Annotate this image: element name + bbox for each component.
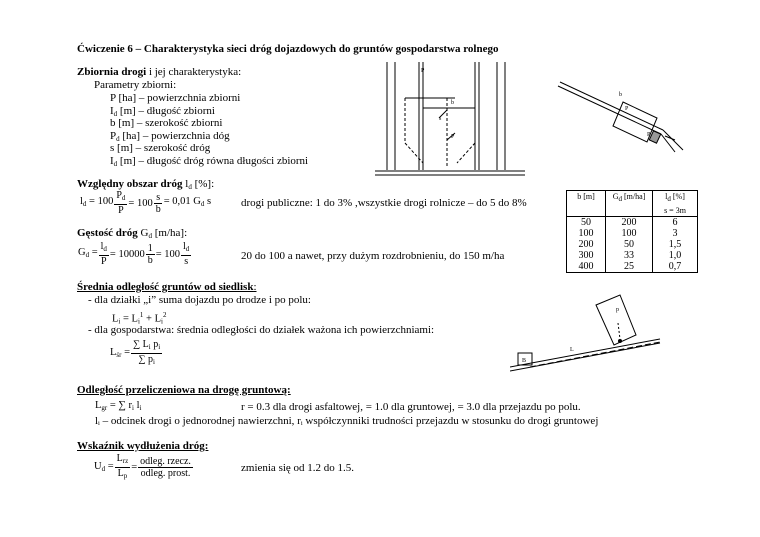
label-l: L [570,347,574,353]
table-header-ld: $l_d$ [%] s = 3m [653,191,698,217]
param-ld: $I_d$ [m] – długość zbiorni [110,105,215,118]
table-header-gd: $G_d$ [m/ha] [606,191,653,217]
label-pi: p [616,307,619,313]
table-header-b: b [m] [567,191,606,217]
gestosc-heading-bold: Gęstość dróg [77,227,138,239]
distance-diagram [510,293,670,373]
srednia-heading: Średnia odległość gruntów od siedlisk: [77,281,257,293]
label-s: s [439,116,442,122]
formula-ud: $U_d$ = $\frac{L_{rz}}{L_p}$ = $\frac{\text{odleg. rzecz.}}{\text{odleg. prost.}}$ [94,453,191,480]
wzgledny-heading-unit: [%]: [191,178,215,190]
label-pd2: P [647,132,651,138]
wskaznik-note: zmienia się od 1.2 do 1.5. [241,462,355,474]
table-row: 200 50 1,5 [567,239,698,250]
wzgledny-heading-bold: Względny obszar dróg [77,178,183,190]
table-row: 100 100 3 [567,228,698,239]
param-pd: $P_d$ [ha] – powierzchnia dóg [110,130,230,143]
r-note: r = 0.3 dla drogi asfaltowej, = 1.0 dla gruntowej, = 3.0 dla przejazdu po polu. [241,401,581,413]
param-s: s [m] – szerokość dróg [110,142,211,154]
gestosc-heading-rest: G [137,227,149,239]
wzgledny-heading-rest: l [182,178,189,190]
formula-ld: $l_d = 100$ $\frac{P_d}{P}$ = 100 $\frac{s}{b}$ = 0,01 $G_d$ s [80,190,212,216]
formula-lgr: $L_{gr}$ = ∑ $r_i$ $l_i$ [95,400,142,412]
label-farm: B [522,358,527,364]
param-b: b [m] – szerokość zbiorni [110,117,223,129]
zbiornia-heading-bold: Zbiornia drogi [77,66,147,78]
zbiornia-heading-rest: i jej charakterystyka: [146,66,242,78]
wzgledny-note: drogi publiczne: 1 do 3% ,wszystkie drogi rolnicze – do 5 do 8% [241,197,527,209]
label-p: P [421,68,425,74]
srednia-item2: - dla gospodarstwa: średnia odległości do działek ważona ich powierzchniami: [88,324,435,336]
l-note: lᵢ – odcinek drogi o jednorodnej nawierzchni, rᵢ współczynniki trudności przejazdu w stosunku do drogi gruntowej [95,415,599,427]
gestosc-heading-sub: d [148,232,152,240]
table-row: 50 200 6 [567,217,698,229]
table-row: 300 33 1,0 [567,250,698,261]
gestosc-heading-unit: [m/ha]: [152,227,188,239]
param-p: P [ha] – powierzchnia zbiorni [110,92,241,104]
catchment-diagram [375,58,535,183]
label-b: b [451,100,454,106]
srednia-item1: - dla działki „i” suma dojazdu po drodze i po polu: [88,294,311,306]
zbiornia-heading [77,66,241,79]
gestosc-note: 20 do 100 a nawet, przy dużym rozdrobnieniu, do 150 m/ha [241,250,505,262]
label-b2: b [619,92,622,98]
formula-lsr: $L_{śr}$ = $\frac{\sum L_i p_i}{\sum p_i}$ [110,339,161,366]
odleglosc-heading: Odległość przeliczeniowa na drogę gruntową: [77,384,291,396]
parcel-diagram [555,70,690,160]
formula-li: $L_i = L_i^1 + L_i^2$ [112,311,167,326]
page-title: Ćwiczenie 6 – Charakterystyka sieci dróg dojazdowych do gruntów gospodarstwa rolnego [77,43,499,55]
wskaznik-heading: Wskaźnik wydłużenia dróg: [77,440,209,452]
param-ld-roads: $I_d$ [m] – długość dróg równa długości zbiorni [110,155,309,168]
params-label: Parametry zbiorni: [94,79,177,91]
table-row: 400 25 0,7 [567,261,698,273]
label-pd: P [451,134,455,140]
wzgledny-heading-sub: d [188,183,192,191]
density-table [566,190,698,273]
formula-gd: $G_d$ = $\frac{l_d}{P}$ = 10000 $\frac{1}{b}$ = 100 $\frac{l_d}{s}$ [78,241,190,267]
label-p2: P [625,106,629,112]
